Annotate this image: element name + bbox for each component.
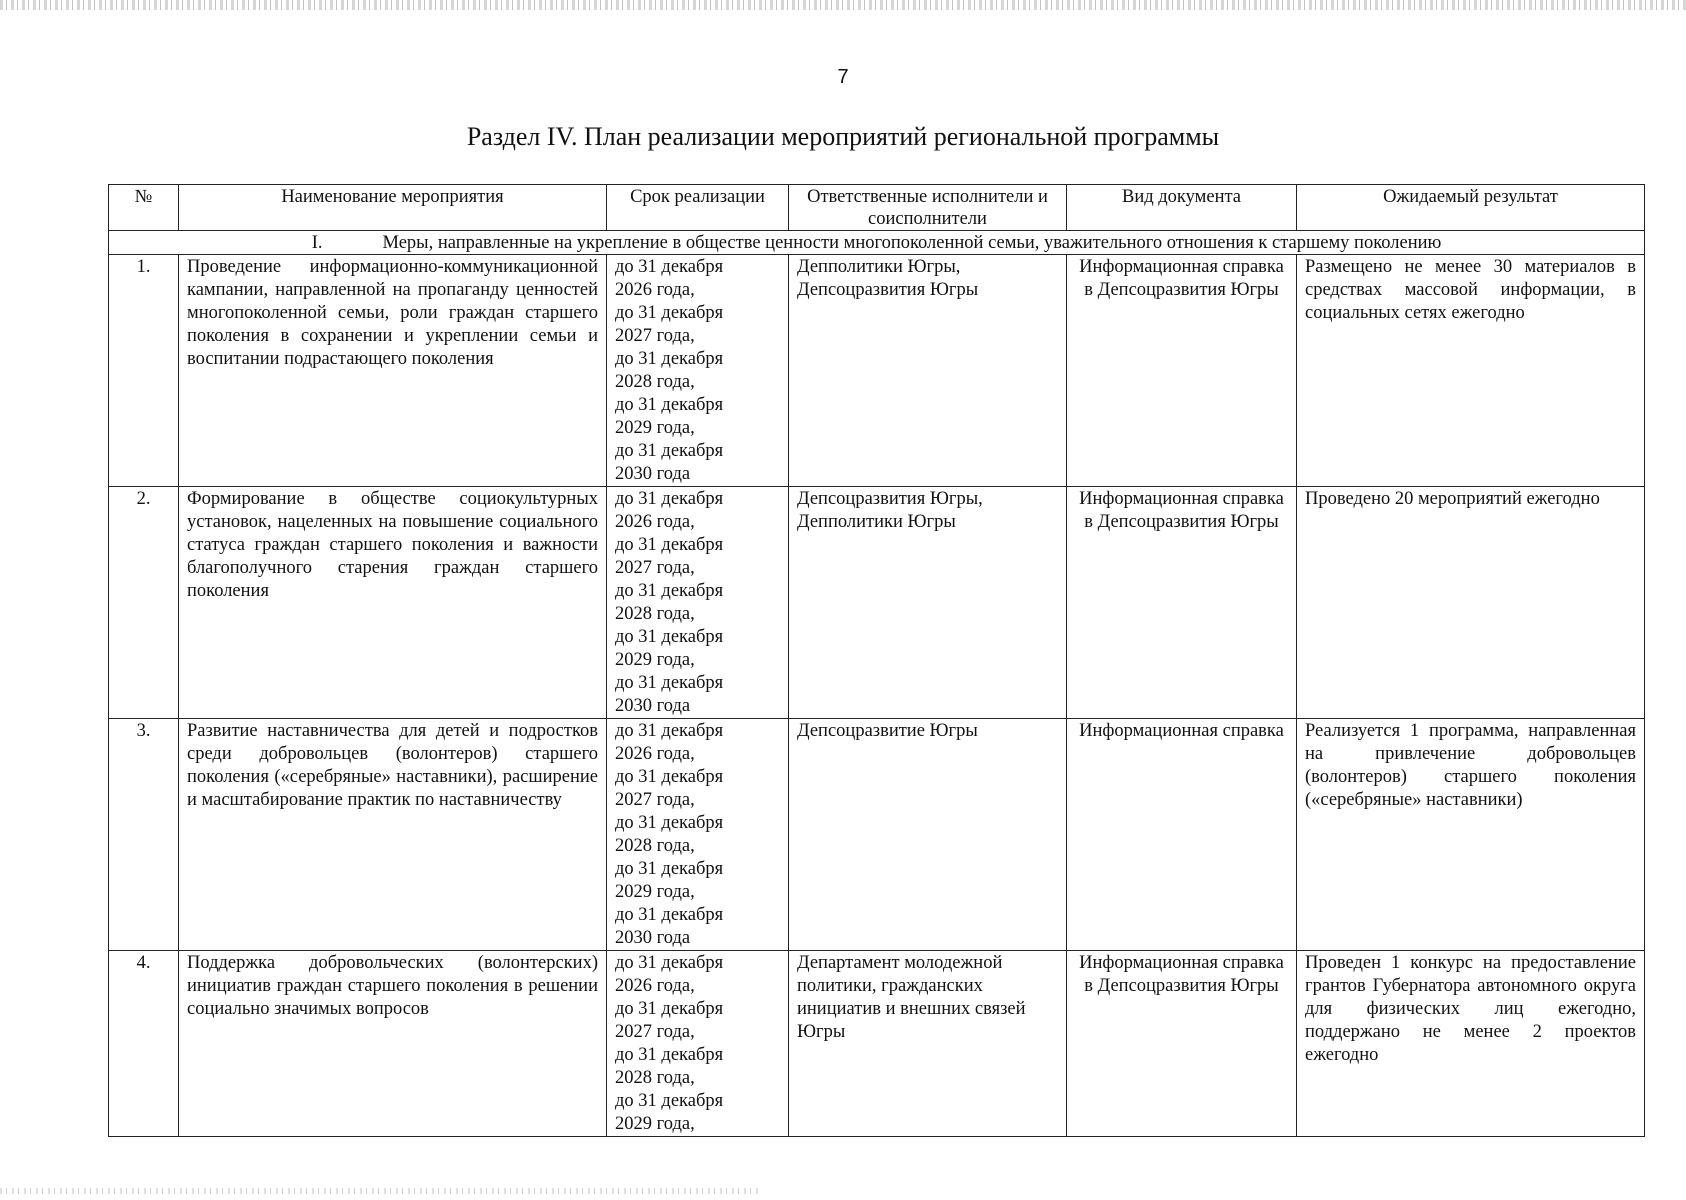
deadline-line: 2027 года,: [615, 1022, 695, 1042]
header-result: Ожидаемый результат: [1297, 185, 1645, 231]
deadline-line: 2026 года,: [615, 976, 695, 996]
section-title: Раздел IV. План реализации мероприятий региональной программы: [466, 122, 1220, 151]
deadline-line: 2027 года,: [615, 326, 695, 346]
row-name: Развитие наставничества для детей и подростков среди добровольцев (волонтеров) старшего поколения («серебряные» наставники), расширение и масштабирование практик по наставничеству: [179, 719, 607, 951]
plan-table: [108, 184, 1645, 1137]
row-name: Проведение информационно-коммуникационной кампании, направленной на пропаганду ценностей многопоколенной семьи, роли граждан старшего поколения в сохранении и укреплении семьи и воспитании подрастающего поколения: [179, 255, 607, 487]
deadline-line: 2030 года: [615, 464, 691, 484]
row-deadline: [607, 487, 789, 719]
deadline-line: до 31 декабря: [615, 813, 724, 833]
row-executors: Депполитики Югры, Депсоцразвития Югры: [789, 255, 1067, 487]
deadline-line: 2029 года,: [615, 650, 695, 670]
section-roman: I.: [311, 233, 323, 253]
row-name: Формирование в обществе социокультурных установок, нацеленных на повышение социального статуса граждан старшего поколения и важности благополучного старения граждан старшего поколения: [179, 487, 607, 719]
deadline-line: 2029 года,: [615, 882, 695, 902]
page-number: 7: [837, 66, 849, 88]
deadline-line: до 31 декабря: [615, 395, 724, 415]
deadline-line: 2030 года: [615, 928, 691, 948]
deadline-line: 2026 года,: [615, 512, 695, 532]
deadline-line: 2027 года,: [615, 790, 695, 810]
deadline-line: 2029 года,: [615, 1114, 695, 1134]
table-header-row: [109, 185, 1645, 231]
header-doc-type: Вид документа: [1067, 185, 1297, 231]
row-executors: Департамент молодежной политики, гражданских инициатив и внешних связей Югры: [789, 951, 1067, 1137]
row-doc-type: Информационная справка в Депсоцразвития Югры: [1067, 487, 1297, 719]
row-num: 3.: [109, 719, 179, 951]
row-doc-type: Информационная справка в Депсоцразвития Югры: [1067, 951, 1297, 1137]
header-deadline: Срок реализации: [607, 185, 789, 231]
row-result: Реализуется 1 программа, направленная на привлечение добровольцев (волонтеров) старшего поколения («серебряные» наставники): [1297, 719, 1645, 951]
deadline-line: до 31 декабря: [615, 535, 724, 555]
row-name: Поддержка добровольческих (волонтерских) инициатив граждан старшего поколения в решении социально значимых вопросов: [179, 951, 607, 1137]
scan-edge-bottom: [0, 1188, 760, 1194]
row-result: Размещено не менее 30 материалов в средствах массовой информации, в социальных сетях ежегодно: [1297, 255, 1645, 487]
deadline-line: до 31 декабря: [615, 905, 724, 925]
deadline-line: до 31 декабря: [615, 349, 724, 369]
deadline-line: до 31 декабря: [615, 489, 724, 509]
deadline-line: до 31 декабря: [615, 767, 724, 787]
row-result: Проведен 1 конкурс на предоставление грантов Губернатора автономного округа для физических лиц ежегодно, поддержано не менее 2 проектов ежегодно: [1297, 951, 1645, 1137]
deadline-line: до 31 декабря: [615, 859, 724, 879]
deadline-line: до 31 декабря: [615, 953, 724, 973]
deadline-line: до 31 декабря: [615, 673, 724, 693]
scan-edge-top: [0, 0, 1686, 10]
deadline-line: 2026 года,: [615, 744, 695, 764]
deadline-line: до 31 декабря: [615, 581, 724, 601]
deadline-line: 2026 года,: [615, 280, 695, 300]
row-deadline: [607, 719, 789, 951]
row-doc-type: Информационная справка: [1067, 719, 1297, 951]
row-executors: Депсоцразвитие Югры: [789, 719, 1067, 951]
deadline-line: 2030 года: [615, 696, 691, 716]
row-executors: Депсоцразвития Югры, Депполитики Югры: [789, 487, 1067, 719]
header-num: №: [109, 185, 179, 231]
deadline-line: до 31 декабря: [615, 999, 724, 1019]
deadline-line: до 31 декабря: [615, 303, 724, 323]
deadline-line: 2029 года,: [615, 418, 695, 438]
deadline-line: до 31 декабря: [615, 257, 724, 277]
deadline-line: 2028 года,: [615, 372, 695, 392]
row-num: 4.: [109, 951, 179, 1137]
header-executors: Ответственные исполнители и соисполнители: [789, 185, 1067, 231]
row-num: 2.: [109, 487, 179, 719]
deadline-line: до 31 декабря: [615, 627, 724, 647]
table-row: [109, 951, 1645, 1137]
row-deadline: [607, 951, 789, 1137]
row-doc-type: Информационная справка в Депсоцразвития Югры: [1067, 255, 1297, 487]
table-row: [109, 719, 1645, 951]
section-row: [109, 231, 1645, 255]
table-row: [109, 487, 1645, 719]
row-num: 1.: [109, 255, 179, 487]
header-name: Наименование мероприятия: [179, 185, 607, 231]
deadline-line: 2027 года,: [615, 558, 695, 578]
deadline-line: до 31 декабря: [615, 721, 724, 741]
deadline-line: 2028 года,: [615, 1068, 695, 1088]
deadline-line: 2028 года,: [615, 836, 695, 856]
table-row: [109, 255, 1645, 487]
row-result: Проведено 20 мероприятий ежегодно: [1297, 487, 1645, 719]
deadline-line: до 31 декабря: [615, 1091, 724, 1111]
section-text: Меры, направленные на укрепление в обществе ценности многопоколенной семьи, уважительного отношения к старшему поколению: [382, 233, 1442, 253]
section-cell: [109, 231, 1645, 255]
row-deadline: [607, 255, 789, 487]
deadline-line: до 31 декабря: [615, 1045, 724, 1065]
deadline-line: 2028 года,: [615, 604, 695, 624]
deadline-line: до 31 декабря: [615, 441, 724, 461]
